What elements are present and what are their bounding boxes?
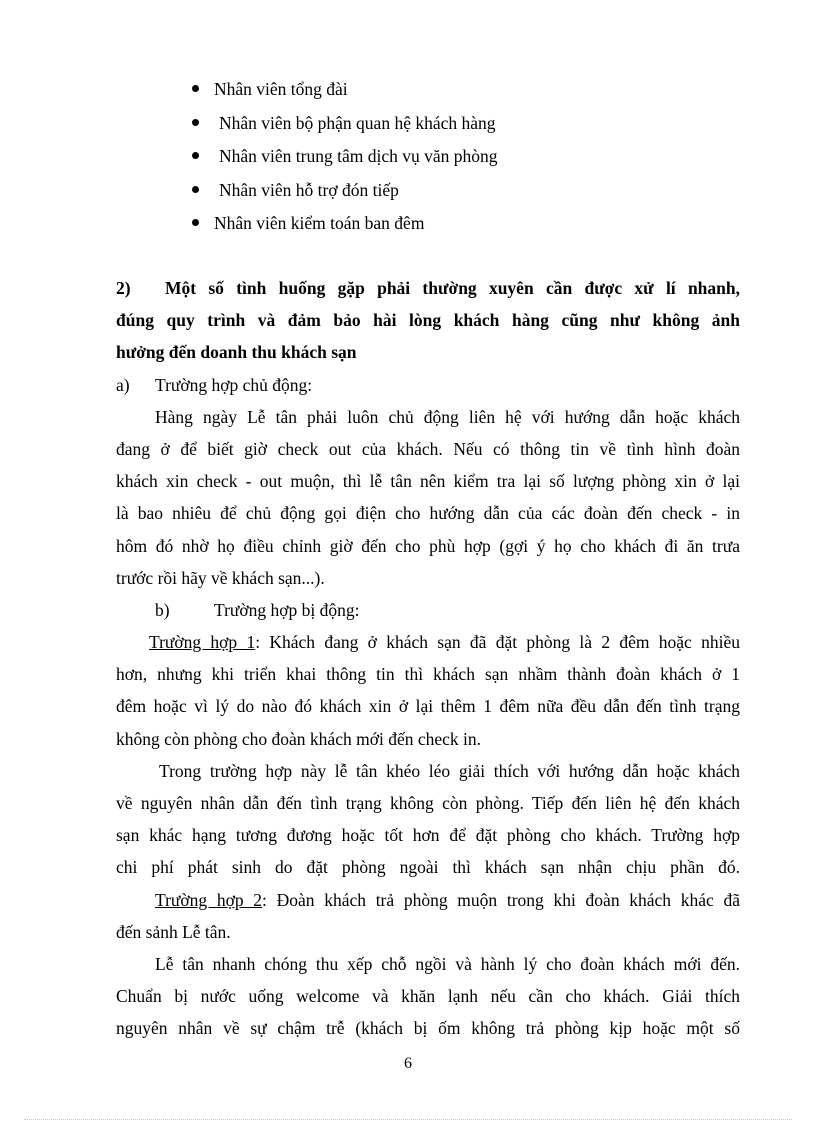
case-1-first-text: : Khách đang ở khách sạn đã đặt phòng là 2 đêm hoặc nhiều bbox=[255, 632, 740, 653]
paragraph-line: là bao nhiêu để chủ động gọi điện cho hướng dẫn của các đoàn đến check - in bbox=[116, 503, 740, 524]
case-b-title-line bbox=[116, 594, 740, 626]
paragraph-line: hơn, nhưng khi triển khai thông tin thì khách sạn nhầm thành đoàn khách ở 1 bbox=[116, 664, 740, 685]
bullet-text: Nhân viên tổng đài bbox=[214, 79, 348, 99]
paragraph-line: Chuẩn bị nước uống welcome và khăn lạnh nếu cần cho khách. Giải thích bbox=[116, 986, 740, 1007]
paragraph-line: Trong trường hợp này lễ tân khéo léo giải thích với hướng dẫn hoặc khách bbox=[159, 760, 740, 781]
section-heading-text: Một số tình huống gặp phải thường xuyên cần được xử lí nhanh, bbox=[165, 278, 740, 298]
case-a-label: a) bbox=[116, 374, 130, 395]
paragraph-line: đang ở để biết giờ check out của khách. Nếu có thông tin về tình hình đoàn bbox=[116, 438, 740, 459]
paragraph-line: về nguyên nhân dẫn đến tình trạng không còn phòng. Tiếp đến liên hệ đến khách bbox=[116, 793, 740, 813]
document-body bbox=[116, 272, 740, 1045]
paragraph-line: chi phí phát sinh do đặt phòng ngoài thì khách sạn nhận chịu phần đó. bbox=[116, 857, 740, 878]
paragraph-line: không còn phòng cho đoàn khách mới đến check in. bbox=[116, 728, 481, 749]
bullet-text: Nhân viên kiểm toán ban đêm bbox=[214, 213, 425, 233]
paragraph-line: hôm đó nhờ họ điều chỉnh giờ đến cho phù hợp (gợi ý họ cho khách đi ăn trưa bbox=[116, 535, 740, 556]
case-a-title-line bbox=[116, 369, 740, 401]
case-2-first-line bbox=[116, 884, 740, 916]
page-number: 6 bbox=[404, 1055, 412, 1072]
paragraph-line: khách xin check - out muộn, thì lễ tân nên kiểm tra lại số lượng phòng xin ở lại bbox=[116, 471, 740, 492]
case-b-label: b) bbox=[155, 599, 170, 620]
footer-divider bbox=[24, 1119, 792, 1120]
paragraph-line: Lễ tân nhanh chóng thu xếp chỗ ngồi và hành lý cho đoàn khách mới đến. bbox=[155, 953, 740, 974]
case-2-first-text: : Đoàn khách trả phòng muộn trong khi đoàn khách khác đã bbox=[262, 889, 740, 910]
bullet-icon bbox=[192, 85, 199, 92]
paragraph-line: sạn khác hạng tương đương hoặc tốt hơn để đặt phòng cho khách. Trường hợp bbox=[116, 825, 740, 846]
paragraph-line: nguyên nhân về sự chậm trễ (khách bị ốm không trả phòng kịp hoặc một số bbox=[116, 1018, 740, 1039]
section-heading-line bbox=[116, 272, 740, 304]
case-1-first-line bbox=[116, 626, 740, 658]
bullet-icon bbox=[192, 119, 199, 126]
case-a-title: Trường hợp chủ động: bbox=[155, 374, 313, 395]
bullet-text: Nhân viên trung tâm dịch vụ văn phòng bbox=[219, 146, 498, 166]
case-1-label: Trường hợp 1 bbox=[149, 632, 256, 653]
bullet-text: Nhân viên hỗ trợ đón tiếp bbox=[219, 179, 399, 200]
case-2-label: Trường hợp 2 bbox=[155, 889, 263, 910]
section-number: 2) bbox=[116, 278, 131, 298]
bullet-icon bbox=[192, 152, 199, 159]
paragraph-line: trước rồi hãy về khách sạn...). bbox=[116, 567, 325, 588]
case-b-title: Trường hợp bị động: bbox=[214, 599, 360, 620]
section-heading-text: hưởng đến doanh thu khách sạn bbox=[116, 342, 357, 363]
paragraph-line: đến sảnh Lễ tân. bbox=[116, 921, 231, 942]
bullet-icon bbox=[192, 186, 199, 193]
section-heading-text: đúng quy trình và đảm bảo hài lòng khách hàng cũng như không ảnh bbox=[116, 310, 740, 331]
bullet-text: Nhân viên bộ phận quan hệ khách hàng bbox=[219, 112, 496, 133]
bullet-icon bbox=[192, 219, 199, 226]
paragraph-line: Hàng ngày Lễ tân phải luôn chủ động liên hệ với hướng dẫn hoặc khách bbox=[155, 406, 740, 427]
paragraph-line: đêm hoặc vì lý do nào đó khách xin ở lại thêm 1 đêm nữa đều dẫn đến tình trạng bbox=[116, 696, 740, 717]
